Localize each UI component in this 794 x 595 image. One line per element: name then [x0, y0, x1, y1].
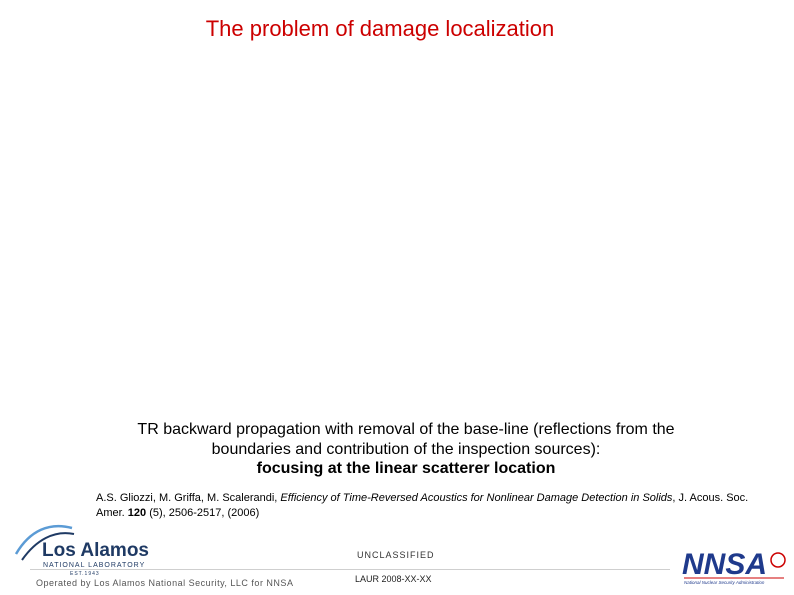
caption-line-3: focusing at the linear scatterer location [256, 460, 556, 477]
citation [96, 491, 756, 521]
classification-label: UNCLASSIFIED [357, 550, 435, 560]
nnsa-logo [680, 546, 790, 586]
slide-title: The problem of damage localization [205, 16, 555, 41]
logo-lanl-name: Los Alamos [42, 540, 149, 561]
operated-by-text: Operated by Los Alamos National Security, LLC for NNSA [36, 578, 294, 588]
logo-lanl-sub: NATIONAL LABORATORY [43, 562, 146, 569]
logo-lanl-est: EST.1943 [70, 571, 100, 577]
citation-volume: 120 [127, 507, 147, 519]
footer-divider [30, 569, 670, 570]
citation-pages-year: (5), 2506-2517, (2006) [146, 507, 260, 519]
citation-paper-title: Efficiency of Time-Reversed Acoustics for Nonlinear Damage Detection in Solids [280, 492, 673, 504]
citation-journal: , J. Acous. Soc. Amer. [96, 492, 749, 519]
caption-line-1: TR backward propagation with removal of the base-line (reflections from the [137, 421, 675, 438]
figure-caption [90, 420, 722, 479]
nnsa-atom-icon [771, 553, 785, 567]
report-number: LAUR 2008-XX-XX [355, 574, 432, 584]
logo-nnsa-tagline: National Nuclear Security Administration [684, 580, 765, 585]
logo-nnsa-name: NNSA [682, 548, 768, 581]
caption-line-2: boundaries and contribution of the inspection sources): [211, 440, 601, 458]
citation-authors: A.S. Gliozzi, M. Griffa, M. Scalerandi, [96, 492, 281, 504]
